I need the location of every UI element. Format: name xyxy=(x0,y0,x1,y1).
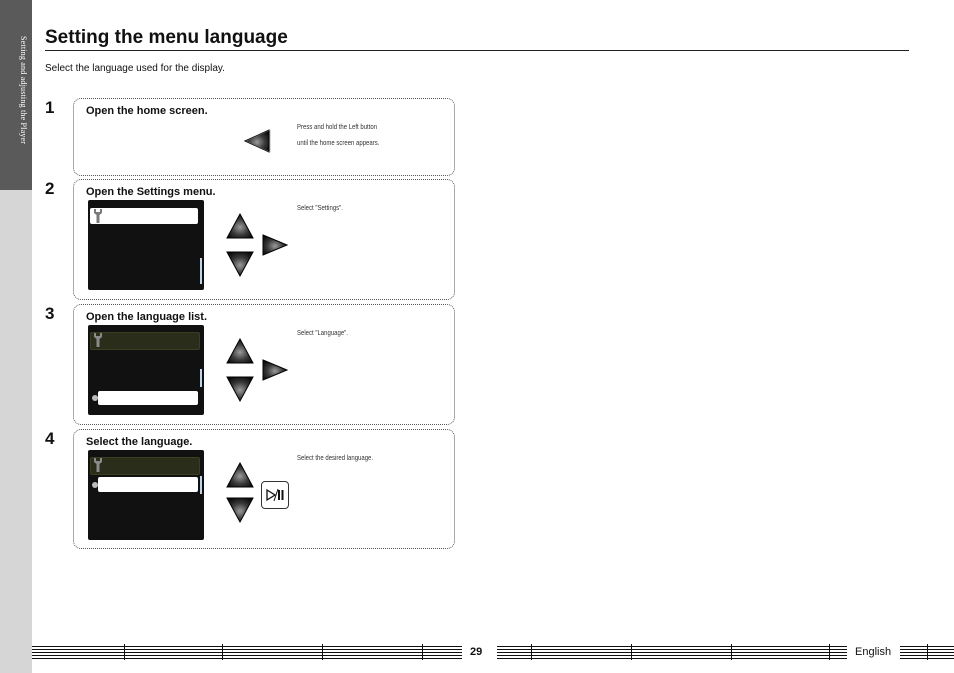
section-tab-label: Setting and adjusting the Player xyxy=(19,36,28,145)
step-title: Open the home screen. xyxy=(86,105,208,117)
footer-tick xyxy=(531,644,532,660)
footer-tick xyxy=(829,644,830,660)
step-note xyxy=(297,200,343,216)
step-note xyxy=(297,119,379,151)
footer-rule xyxy=(497,644,847,660)
player-screen xyxy=(88,450,204,540)
wrench-icon xyxy=(91,208,105,224)
step-number: 1 xyxy=(45,98,55,117)
left-arrow-button-icon xyxy=(243,128,271,154)
footer-rule xyxy=(32,644,462,660)
down-arrow-button-icon xyxy=(226,376,254,402)
footer-tick xyxy=(927,644,928,660)
footer-tick xyxy=(124,644,125,660)
section-tab xyxy=(0,0,32,190)
step-note-line: until the home screen appears. xyxy=(297,138,380,147)
step-box xyxy=(73,98,455,176)
step-note-line: Press and hold the Left button xyxy=(297,122,378,131)
step-note-line: Select "Language". xyxy=(297,328,348,337)
intro-text: Select the language used for the display. xyxy=(45,63,225,74)
footer-tick xyxy=(322,644,323,660)
step-box xyxy=(73,179,455,300)
footer-language: English xyxy=(855,646,892,658)
page-number: 29 xyxy=(470,646,483,658)
item-bullet-icon xyxy=(92,482,98,488)
step-box xyxy=(73,429,455,549)
wrench-icon xyxy=(91,332,105,348)
highlight-bar xyxy=(90,208,198,224)
highlight-bar xyxy=(98,477,198,492)
step-note-line: Select the desired language. xyxy=(297,453,374,462)
step-note xyxy=(297,450,373,466)
step-note-line: Select "Settings". xyxy=(297,203,343,212)
down-arrow-button-icon xyxy=(226,497,254,523)
up-arrow-button-icon xyxy=(226,338,254,364)
highlight-bar xyxy=(98,391,198,405)
item-bullet-icon xyxy=(92,395,98,401)
step-number: 3 xyxy=(45,304,55,323)
footer-tick xyxy=(731,644,732,660)
step-number: 2 xyxy=(45,179,55,198)
page-title: Setting the menu language xyxy=(45,27,288,48)
step-number: 4 xyxy=(45,429,55,448)
step-title: Open the language list. xyxy=(86,311,208,323)
step-title: Select the language. xyxy=(86,436,193,448)
up-arrow-button-icon xyxy=(226,462,254,488)
right-arrow-button-icon xyxy=(261,232,289,258)
header-bar xyxy=(90,332,200,350)
scroll-indicator xyxy=(200,369,202,387)
step-box xyxy=(73,304,455,425)
step-title: Open the Settings menu. xyxy=(86,186,216,198)
up-arrow-button-icon xyxy=(226,213,254,239)
footer-tick xyxy=(631,644,632,660)
right-arrow-button-icon xyxy=(261,357,289,383)
wrench-icon xyxy=(91,457,105,473)
footer-tick xyxy=(422,644,423,660)
step-note xyxy=(297,325,348,341)
down-arrow-button-icon xyxy=(226,251,254,277)
title-rule xyxy=(45,50,909,51)
header-bar xyxy=(90,457,200,475)
scroll-indicator xyxy=(200,258,202,284)
play-pause-button-icon xyxy=(261,481,289,509)
player-screen xyxy=(88,325,204,415)
player-screen xyxy=(88,200,204,290)
page-footer xyxy=(32,644,954,664)
scroll-indicator xyxy=(200,476,202,494)
sidebar xyxy=(0,0,32,673)
footer-tick xyxy=(222,644,223,660)
